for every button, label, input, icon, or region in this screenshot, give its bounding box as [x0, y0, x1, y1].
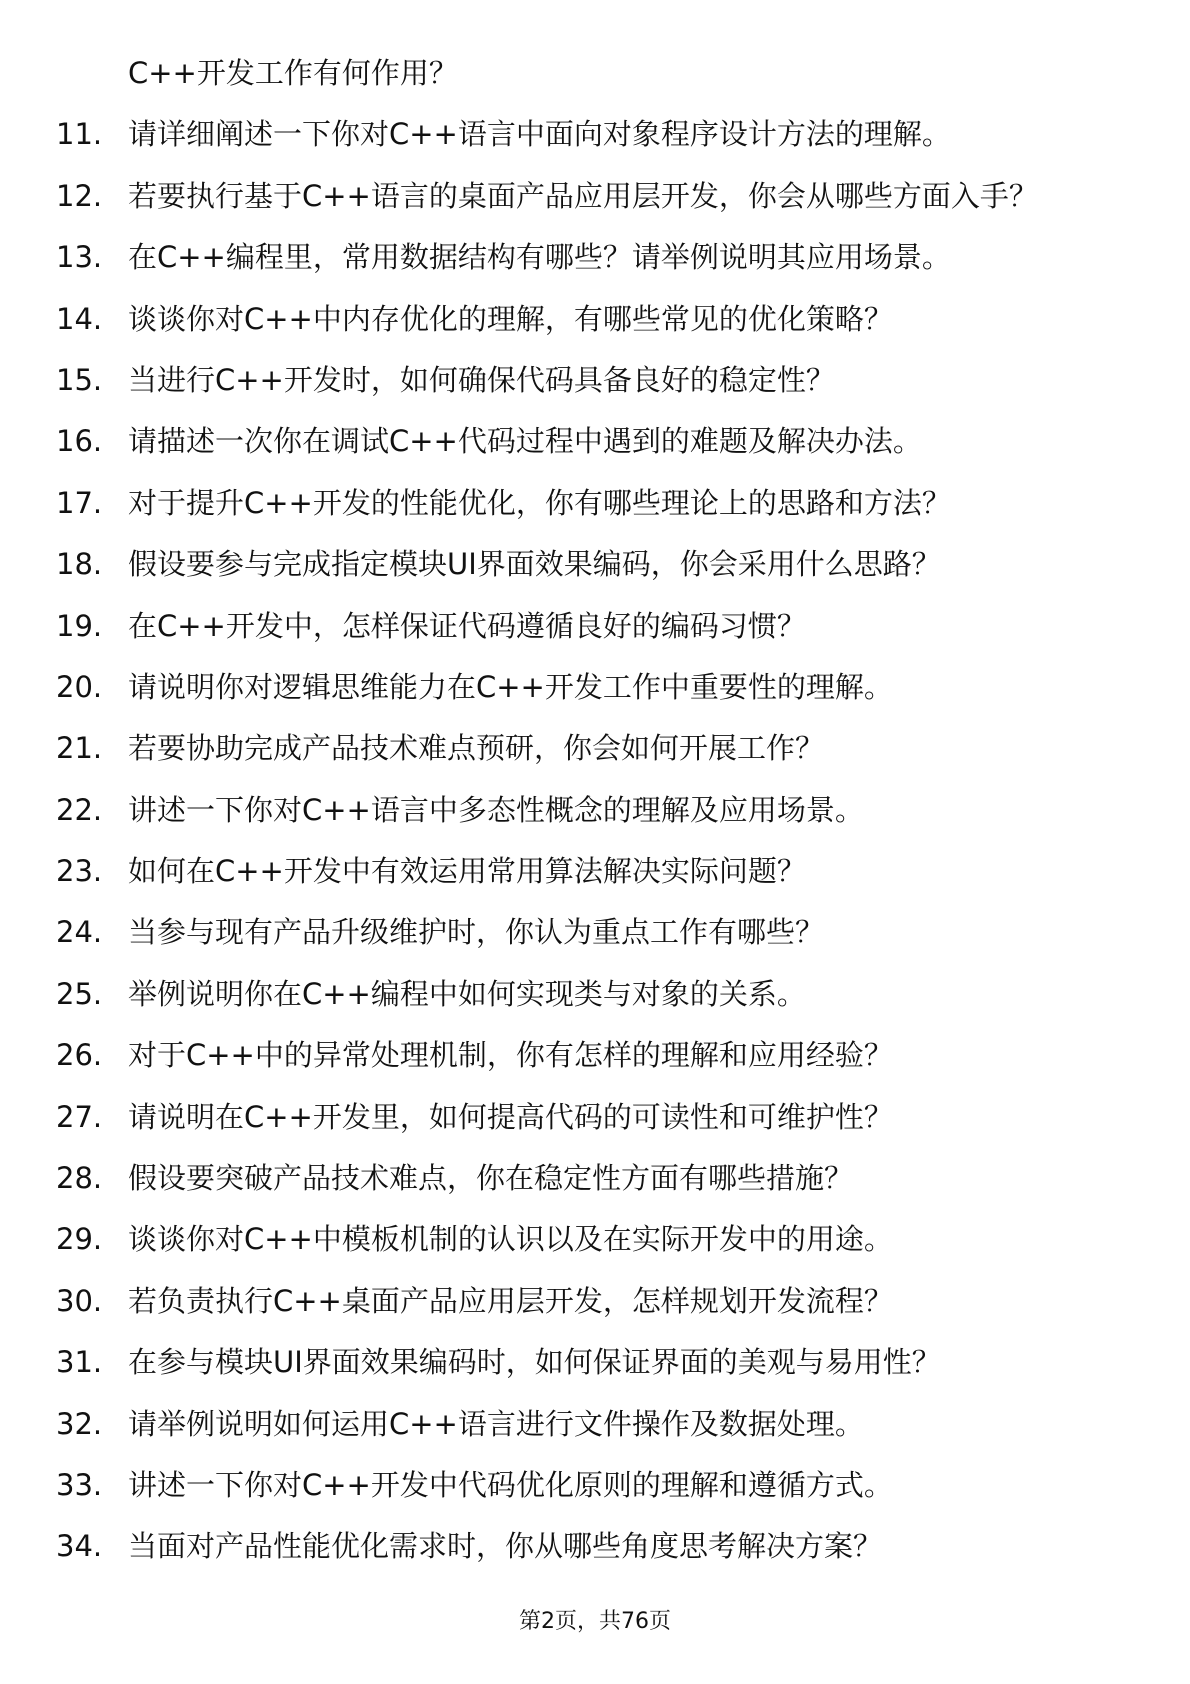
question-text: 如何在C++开发中有效运用常用算法解决实际问题？ [128, 854, 806, 889]
question-number: 30. [56, 1283, 103, 1318]
question-text: 讲述一下你对C++开发中代码优化原则的理解和遵循方式。 [128, 1467, 893, 1502]
question-text: 假设要突破产品技术难点，你在稳定性方面有哪些措施？ [128, 1161, 854, 1196]
list-item [0, 1218, 1190, 1260]
list-item [0, 973, 1190, 1015]
question-text: 请说明你对逻辑思维能力在C++开发工作中重要性的理解。 [128, 669, 893, 704]
question-text: C++开发工作有何作用？ [128, 56, 458, 90]
list-item [0, 1280, 1190, 1322]
list-item [0, 1525, 1190, 1567]
question-text: 若负责执行C++桌面产品应用层开发，怎样规划开发流程？ [128, 1283, 893, 1318]
question-text: 请描述一次你在调试C++代码过程中遇到的难题及解决办法。 [128, 424, 922, 459]
question-text: 举例说明你在C++编程中如何实现类与对象的关系。 [128, 976, 806, 1011]
list-item [0, 113, 1190, 155]
question-number: 32. [56, 1406, 103, 1441]
question-text: 讲述一下你对C++语言中多态性概念的理解及应用场景。 [128, 792, 864, 827]
question-number: 23. [56, 854, 103, 889]
list-item [0, 1341, 1190, 1383]
question-text: 当进行C++开发时，如何确保代码具备良好的稳定性？ [128, 362, 835, 397]
question-text: 若要执行基于C++语言的桌面产品应用层开发，你会从哪些方面入手？ [128, 178, 1038, 213]
question-text: 若要协助完成产品技术难点预研，你会如何开展工作？ [128, 731, 825, 766]
question-number: 25. [56, 976, 103, 1011]
list-item [0, 482, 1190, 524]
question-text: 请详细阐述一下你对C++语言中面向对象程序设计方法的理解。 [128, 117, 951, 152]
question-number: 19. [56, 608, 103, 643]
question-number: 17. [56, 485, 103, 520]
question-number: 28. [56, 1161, 103, 1196]
list-item [0, 1096, 1190, 1138]
list-item [0, 1403, 1190, 1445]
question-number: 29. [56, 1222, 103, 1257]
question-number: 26. [56, 1038, 103, 1073]
list-item [0, 911, 1190, 953]
list-item [0, 605, 1190, 647]
question-text: 在C++编程里，常用数据结构有哪些？请举例说明其应用场景。 [128, 240, 951, 275]
question-number: 13. [56, 240, 103, 275]
list-item [0, 1464, 1190, 1506]
list-item [0, 359, 1190, 401]
question-number: 27. [56, 1099, 103, 1134]
list-item [0, 298, 1190, 340]
question-text: 对于提升C++开发的性能优化，你有哪些理论上的思路和方法？ [128, 485, 951, 520]
question-number: 11. [56, 117, 103, 152]
question-list [0, 52, 1190, 1587]
list-item [0, 1157, 1190, 1199]
question-number: 31. [56, 1345, 103, 1380]
list-item [0, 789, 1190, 831]
question-text: 当面对产品性能优化需求时，你从哪些角度思考解决方案？ [128, 1529, 883, 1564]
list-item [0, 727, 1190, 769]
list-item [0, 543, 1190, 585]
question-number: 24. [56, 915, 103, 950]
question-text: 假设要参与完成指定模块UI界面效果编码，你会采用什么思路？ [128, 547, 941, 582]
question-text: 当参与现有产品升级维护时，你认为重点工作有哪些？ [128, 915, 825, 950]
question-number: 34. [56, 1529, 103, 1564]
list-item [0, 52, 1190, 94]
list-item [0, 850, 1190, 892]
question-number: 14. [56, 301, 103, 336]
question-text: 对于C++中的异常处理机制，你有怎样的理解和应用经验？ [128, 1038, 893, 1073]
question-text: 谈谈你对C++中内存优化的理解，有哪些常见的优化策略？ [128, 301, 893, 336]
page-number-label: 第2页，共76页 [519, 1609, 671, 1634]
question-text: 在参与模块UI界面效果编码时，如何保证界面的美观与易用性？ [128, 1345, 941, 1380]
question-number: 15. [56, 362, 103, 397]
page-footer [0, 1607, 1190, 1637]
question-number: 12. [56, 178, 103, 213]
list-item [0, 420, 1190, 462]
question-text: 请举例说明如何运用C++语言进行文件操作及数据处理。 [128, 1406, 864, 1441]
question-number: 18. [56, 547, 103, 582]
question-number: 20. [56, 669, 103, 704]
list-item [0, 666, 1190, 708]
question-text: 在C++开发中，怎样保证代码遵循良好的编码习惯？ [128, 608, 806, 643]
question-number: 22. [56, 792, 103, 827]
list-item [0, 1034, 1190, 1076]
list-item [0, 236, 1190, 278]
question-number: 33. [56, 1467, 103, 1502]
question-text: 谈谈你对C++中模板机制的认识以及在实际开发中的用途。 [128, 1222, 893, 1257]
question-number: 16. [56, 424, 103, 459]
question-number: 21. [56, 731, 103, 766]
question-text: 请说明在C++开发里，如何提高代码的可读性和可维护性？ [128, 1099, 893, 1134]
list-item [0, 175, 1190, 217]
